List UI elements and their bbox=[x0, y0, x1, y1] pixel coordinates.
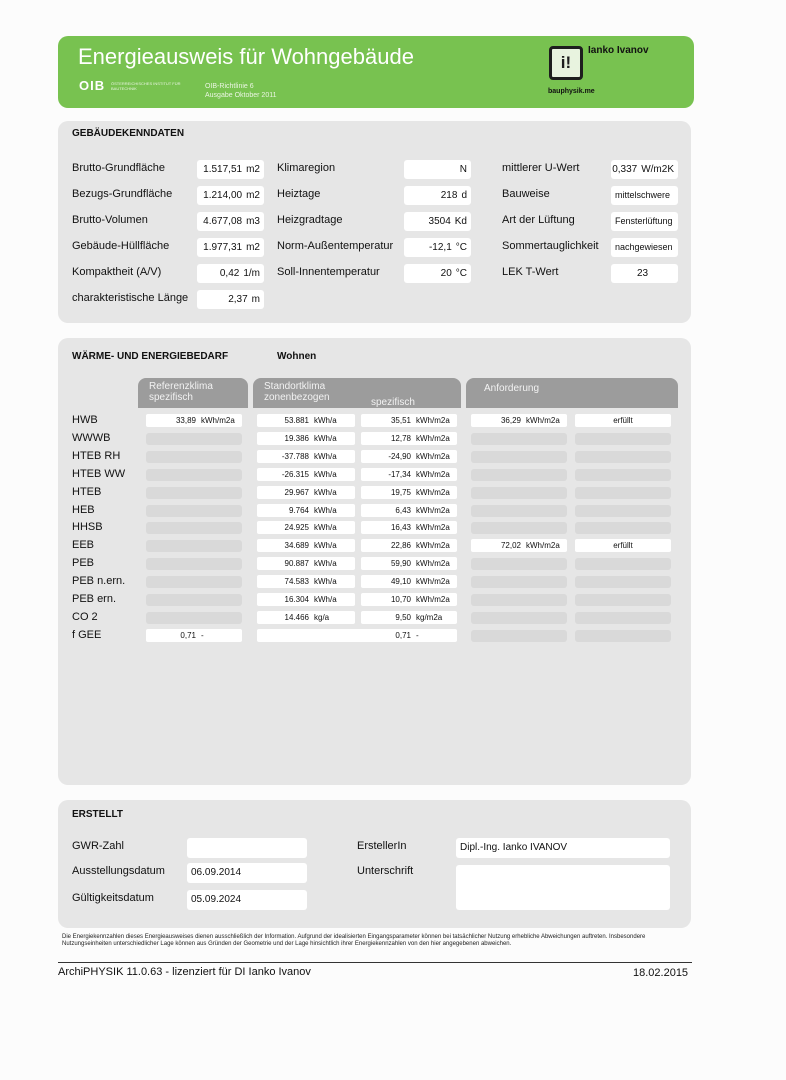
zone-cell-5-value: 9.764 bbox=[288, 506, 309, 515]
status-empty-5 bbox=[575, 505, 671, 517]
status-empty-3 bbox=[575, 469, 671, 481]
status-cell-7: erfüllt bbox=[575, 539, 671, 552]
gebaeude-col3-4-value: 23 bbox=[636, 268, 649, 279]
spez-cell-9 bbox=[361, 575, 457, 588]
brand-name: Ianko Ivanov bbox=[588, 45, 649, 56]
ref-cell-12-unit: - bbox=[201, 631, 204, 640]
row-label-1: WWWB bbox=[72, 432, 111, 444]
gebaeude-col1-5-unit: m bbox=[251, 294, 260, 305]
anf-empty-4 bbox=[471, 487, 567, 499]
disclaimer: Die Energiekennzahlen dieses Energieausweises dienen ausschließlich der Information. Aufgrund der idealisierten Eingangsparameter können bei tatsächlicher Nutzung erhebliche Abweichungen auftreten. Insbesondere Nutzungseinheiten unterschiedlicher Lage können aus Gründen der Geometrie und der Lage hinsichtlich ihrer Energiekennzahlen von den hier angegebenen abweichen. bbox=[62, 934, 646, 947]
row-label-10: PEB ern. bbox=[72, 593, 117, 605]
zone-cell-5-unit: kWh/a bbox=[314, 506, 337, 515]
label-1: Bezugs-Grundfläche bbox=[72, 188, 173, 200]
gebaeude-col3-4 bbox=[611, 264, 678, 283]
label-5: charakteristische Länge bbox=[72, 292, 189, 304]
spez-cell-8 bbox=[361, 557, 457, 570]
spez-cell-6-value: 16,43 bbox=[390, 523, 411, 532]
gebaeude-col2-4-value: 20 bbox=[440, 268, 452, 279]
gebaeude-col2-1-value: 218 bbox=[440, 190, 458, 201]
zone-cell-8 bbox=[257, 557, 355, 570]
gebaeude-col1-2-unit: m3 bbox=[246, 216, 260, 227]
zone-cell-2-value: -37.788 bbox=[281, 452, 309, 461]
unterschrift-field bbox=[456, 865, 670, 910]
row-label-4: HTEB bbox=[72, 486, 102, 498]
ref-empty-1 bbox=[146, 433, 242, 445]
ref-empty-9 bbox=[146, 576, 242, 588]
ref-empty-7 bbox=[146, 540, 242, 552]
row-label-3: HTEB WW bbox=[72, 468, 126, 480]
status-empty-2 bbox=[575, 451, 671, 463]
spez-cell-2-value: -24,90 bbox=[388, 452, 411, 461]
status-empty-8 bbox=[575, 558, 671, 570]
status-empty-12 bbox=[575, 630, 671, 642]
gebaeude-col2-3 bbox=[404, 238, 471, 257]
fgee-standort-value: 0,71 bbox=[395, 631, 411, 640]
zone-cell-2-unit: kWh/a bbox=[314, 452, 337, 461]
gebaeude-col3-0 bbox=[611, 160, 678, 179]
label-c3-2: Art der Lüftung bbox=[502, 214, 575, 226]
gebaeude-col1-4-unit: 1/m bbox=[243, 268, 260, 279]
anf-cell-0 bbox=[471, 414, 567, 427]
erstellt-label-0: GWR-Zahl bbox=[72, 840, 124, 852]
gebaeude-col3-2 bbox=[611, 212, 678, 231]
spez-cell-4-value: 19,75 bbox=[390, 488, 411, 497]
guideline-info bbox=[205, 82, 276, 100]
gebaeude-col1-4 bbox=[197, 264, 264, 283]
label-4: Kompaktheit (A/V) bbox=[72, 266, 162, 278]
zone-cell-0-unit: kWh/a bbox=[314, 416, 337, 425]
status-empty-10 bbox=[575, 594, 671, 606]
erstellt-title: ERSTELLT bbox=[72, 809, 123, 820]
ref-empty-3 bbox=[146, 469, 242, 481]
label-2: Brutto-Volumen bbox=[72, 214, 148, 226]
spez-cell-1-value: 12,78 bbox=[390, 434, 411, 443]
erstellerin-value: Dipl.-Ing. Ianko IVANOV bbox=[456, 838, 670, 858]
gebaeude-col3-2-value: Fensterlüftung bbox=[615, 216, 673, 226]
label-0: Brutto-Grundfläche bbox=[72, 162, 165, 174]
spez-cell-2-unit: kWh/m2a bbox=[416, 452, 450, 461]
spez-cell-8-value: 59,90 bbox=[390, 559, 411, 568]
gebaeude-col2-4 bbox=[404, 264, 471, 283]
spez-cell-4 bbox=[361, 486, 457, 499]
gebaeude-col1-0 bbox=[197, 160, 264, 179]
zone-cell-0 bbox=[257, 414, 355, 427]
spez-cell-9-unit: kWh/m2a bbox=[416, 577, 450, 586]
zone-cell-7-unit: kWh/a bbox=[314, 541, 337, 550]
label-c2-3: Norm-Außentemperatur bbox=[277, 240, 394, 252]
zone-cell-4-value: 29.967 bbox=[284, 488, 309, 497]
ref-empty-8 bbox=[146, 558, 242, 570]
zone-cell-8-unit: kWh/a bbox=[314, 559, 337, 568]
anf-empty-10 bbox=[471, 594, 567, 606]
zone-cell-1-unit: kWh/a bbox=[314, 434, 337, 443]
gebaeude-col1-3 bbox=[197, 238, 264, 257]
zone-cell-11-value: 14.466 bbox=[284, 613, 309, 622]
gebaeude-col2-3-unit: °C bbox=[455, 242, 467, 253]
ref-cell-12 bbox=[146, 629, 242, 642]
ref-cell-12-value: 0,71 bbox=[180, 631, 196, 640]
zone-cell-7-value: 34.689 bbox=[284, 541, 309, 550]
gebaeude-col2-1 bbox=[404, 186, 471, 205]
label-c3-4: LEK T-Wert bbox=[502, 266, 559, 278]
zone-cell-6-unit: kWh/a bbox=[314, 523, 337, 532]
zone-cell-4 bbox=[257, 486, 355, 499]
gebaeude-col2-0 bbox=[404, 160, 471, 179]
ref-empty-11 bbox=[146, 612, 242, 624]
zone-cell-1 bbox=[257, 432, 355, 445]
gebaeude-col1-5-value: 2,37 bbox=[228, 294, 248, 305]
label-c3-0: mittlerer U-Wert bbox=[502, 162, 580, 174]
zone-cell-9-unit: kWh/a bbox=[314, 577, 337, 586]
fgee-standort-cell bbox=[257, 629, 457, 642]
label-c2-4: Soll-Innentemperatur bbox=[277, 266, 380, 278]
spezifisch-header: spezifisch bbox=[371, 397, 415, 408]
anf-cell-7-value: 72,02 bbox=[500, 541, 521, 550]
gebaeude-col1-0-value: 1.517,51 bbox=[203, 164, 243, 175]
spez-cell-6 bbox=[361, 521, 457, 534]
zone-cell-10 bbox=[257, 593, 355, 606]
spez-cell-11-value: 9,50 bbox=[395, 613, 411, 622]
zone-cell-10-value: 16.304 bbox=[284, 595, 309, 604]
gebaeude-col1-5 bbox=[197, 290, 264, 309]
label-c2-1: Heiztage bbox=[277, 188, 321, 200]
row-label-2: HTEB RH bbox=[72, 450, 121, 462]
zone-cell-11 bbox=[257, 611, 355, 624]
ref-empty-5 bbox=[146, 505, 242, 517]
status-empty-9 bbox=[575, 576, 671, 588]
zone-cell-4-unit: kWh/a bbox=[314, 488, 337, 497]
zone-cell-9-value: 74.583 bbox=[284, 577, 309, 586]
spez-cell-2 bbox=[361, 450, 457, 463]
edition: Ausgabe Oktober 2011 bbox=[205, 92, 277, 99]
gebaeude-col3-0-unit: W/m2K bbox=[641, 164, 674, 175]
anf-empty-3 bbox=[471, 469, 567, 481]
ref-empty-4 bbox=[146, 487, 242, 499]
erstellt-value-1: 06.09.2014 bbox=[187, 863, 307, 883]
anf-cell-0-unit: kWh/m2a bbox=[526, 416, 560, 425]
gebaeude-col1-3-value: 1.977,31 bbox=[203, 242, 243, 253]
anf-cell-7 bbox=[471, 539, 567, 552]
ref-cell-0-value: 33,89 bbox=[175, 416, 196, 425]
erstellt-label-2: Gültigkeitsdatum bbox=[72, 892, 154, 904]
standort-header-line1: Standortklima bbox=[264, 381, 326, 392]
label-c3-1: Bauweise bbox=[502, 188, 550, 200]
spez-cell-0 bbox=[361, 414, 457, 427]
gebaeude-col1-4-value: 0,42 bbox=[219, 268, 240, 279]
anf-empty-11 bbox=[471, 612, 567, 624]
fgee-standort-unit: - bbox=[416, 631, 419, 640]
spez-cell-0-value: 35,51 bbox=[390, 416, 411, 425]
anf-cell-0-value: 36,29 bbox=[500, 416, 521, 425]
anf-empty-8 bbox=[471, 558, 567, 570]
erstellt-value-0 bbox=[187, 838, 307, 858]
gebaeude-col3-3-value: nachgewiesen bbox=[615, 242, 673, 252]
zone-cell-5 bbox=[257, 504, 355, 517]
ref-header-line1: Referenzklima bbox=[149, 381, 213, 392]
ref-empty-10 bbox=[146, 594, 242, 606]
gebaeude-col3-0-value: 0,337 bbox=[612, 164, 638, 175]
zone-cell-0-value: 53.881 bbox=[284, 416, 309, 425]
waerme-title: WÄRME- UND ENERGIEBEDARF bbox=[72, 351, 229, 362]
gebaeude-col2-2-value: 3504 bbox=[428, 216, 451, 227]
anf-empty-6 bbox=[471, 522, 567, 534]
spez-cell-10-value: 10,70 bbox=[390, 595, 411, 604]
gebaeude-col1-0-unit: m2 bbox=[246, 164, 260, 175]
ref-empty-6 bbox=[146, 522, 242, 534]
gebaeude-col1-1-unit: m2 bbox=[246, 190, 260, 201]
anf-empty-12 bbox=[471, 630, 567, 642]
spez-cell-11 bbox=[361, 611, 457, 624]
zone-cell-3-unit: kWh/a bbox=[314, 470, 337, 479]
gebaeude-col2-2 bbox=[404, 212, 471, 231]
gebaeude-col1-2 bbox=[197, 212, 264, 231]
guideline: OIB-Richtlinie 6 bbox=[205, 83, 254, 90]
erstellerin-label: ErstellerIn bbox=[357, 840, 407, 852]
status-empty-4 bbox=[575, 487, 671, 499]
anf-empty-1 bbox=[471, 433, 567, 445]
anf-empty-5 bbox=[471, 505, 567, 517]
status-cell-0: erfüllt bbox=[575, 414, 671, 427]
gebaeude-col2-3-value: -12,1 bbox=[428, 242, 452, 253]
gebaeude-col2-1-unit: d bbox=[461, 190, 467, 201]
spez-cell-4-unit: kWh/m2a bbox=[416, 488, 450, 497]
erstellt-value-2: 05.09.2024 bbox=[187, 890, 307, 910]
zone-cell-3 bbox=[257, 468, 355, 481]
zone-cell-1-value: 19.386 bbox=[284, 434, 309, 443]
spez-cell-5-value: 6,43 bbox=[395, 506, 411, 515]
gebaeude-col2-2-unit: Kd bbox=[454, 216, 467, 227]
usage-label: Wohnen bbox=[277, 351, 317, 362]
zone-cell-6-value: 24.925 bbox=[284, 523, 309, 532]
label-c2-2: Heizgradtage bbox=[277, 214, 343, 226]
spez-cell-1 bbox=[361, 432, 457, 445]
status-empty-6 bbox=[575, 522, 671, 534]
oib-subtitle: ÖSTERREICHISCHES INSTITUT FÜR BAUTECHNIK bbox=[111, 81, 181, 91]
erstellt-label-1: Ausstellungsdatum bbox=[72, 865, 165, 877]
gebaeude-col2-4-unit: °C bbox=[455, 268, 467, 279]
spez-cell-7-unit: kWh/m2a bbox=[416, 541, 450, 550]
spez-cell-6-unit: kWh/m2a bbox=[416, 523, 450, 532]
label-c3-3: Sommertauglichkeit bbox=[502, 240, 599, 252]
spez-cell-5 bbox=[361, 504, 457, 517]
zone-cell-3-value: -26.315 bbox=[281, 470, 309, 479]
row-label-8: PEB bbox=[72, 557, 95, 569]
print-date: 18.02.2015 bbox=[633, 967, 689, 979]
spez-cell-10-unit: kWh/m2a bbox=[416, 595, 450, 604]
footer-divider bbox=[58, 962, 692, 963]
gebaeude-col2-0-value: N bbox=[459, 164, 467, 175]
gebaeude-col3-1 bbox=[611, 186, 678, 205]
gebaeudekenndaten-title: GEBÄUDEKENNDATEN bbox=[72, 128, 185, 139]
gebaeude-col1-3-unit: m2 bbox=[246, 242, 260, 253]
brand-url: bauphysik.me bbox=[548, 88, 595, 95]
ref-header-text bbox=[149, 381, 213, 403]
spez-cell-11-unit: kg/m2a bbox=[416, 613, 443, 622]
zone-cell-11-unit: kg/a bbox=[314, 613, 330, 622]
row-label-7: EEB bbox=[72, 539, 95, 551]
row-label-12: f GEE bbox=[72, 629, 102, 641]
standort-header-text bbox=[264, 381, 330, 403]
row-label-11: CO 2 bbox=[72, 611, 98, 623]
spez-cell-8-unit: kWh/m2a bbox=[416, 559, 450, 568]
spez-cell-7-value: 22,86 bbox=[390, 541, 411, 550]
label-3: Gebäude-Hüllfläche bbox=[72, 240, 170, 252]
anf-empty-9 bbox=[471, 576, 567, 588]
spez-cell-0-unit: kWh/m2a bbox=[416, 416, 450, 425]
zone-cell-8-value: 90.887 bbox=[284, 559, 309, 568]
zone-cell-7 bbox=[257, 539, 355, 552]
row-label-5: HEB bbox=[72, 504, 95, 516]
ref-header-line2: spezifisch bbox=[149, 392, 193, 403]
status-empty-1 bbox=[575, 433, 671, 445]
anf-empty-2 bbox=[471, 451, 567, 463]
spez-cell-3 bbox=[361, 468, 457, 481]
zone-cell-10-unit: kWh/a bbox=[314, 595, 337, 604]
zone-cell-9 bbox=[257, 575, 355, 588]
bauphysik-logo-icon: i! bbox=[549, 46, 583, 80]
spez-cell-10 bbox=[361, 593, 457, 606]
gebaeude-col1-1-value: 1.214,00 bbox=[203, 190, 243, 201]
gebaeude-col1-1 bbox=[197, 186, 264, 205]
label-c2-0: Klimaregion bbox=[277, 162, 336, 174]
status-empty-11 bbox=[575, 612, 671, 624]
standort-header-line2: zonenbezogen bbox=[264, 392, 330, 403]
zone-cell-6 bbox=[257, 521, 355, 534]
ref-cell-0-unit: kWh/m2a bbox=[201, 416, 235, 425]
spez-cell-9-value: 49,10 bbox=[390, 577, 411, 586]
row-label-0: HWB bbox=[72, 414, 98, 426]
gebaeude-col3-3 bbox=[611, 238, 678, 257]
row-label-9: PEB n.ern. bbox=[72, 575, 126, 587]
gebaeude-col1-2-value: 4.677,08 bbox=[203, 216, 243, 227]
gebaeude-col3-1-value: mittelschwere bbox=[615, 190, 671, 200]
ref-cell-0 bbox=[146, 414, 242, 427]
anforderung-header: Anforderung bbox=[484, 383, 540, 394]
spez-cell-3-unit: kWh/m2a bbox=[416, 470, 450, 479]
row-label-6: HHSB bbox=[72, 521, 103, 533]
spez-cell-7 bbox=[361, 539, 457, 552]
oib-logo: OIB bbox=[79, 78, 106, 93]
unterschrift-label: Unterschrift bbox=[357, 865, 414, 877]
spez-cell-5-unit: kWh/m2a bbox=[416, 506, 450, 515]
spez-cell-1-unit: kWh/m2a bbox=[416, 434, 450, 443]
anf-cell-7-unit: kWh/m2a bbox=[526, 541, 560, 550]
ref-empty-2 bbox=[146, 451, 242, 463]
page-title: Energieausweis für Wohngebäude bbox=[78, 44, 414, 69]
software-license: ArchiPHYSIK 11.0.63 - lizenziert für DI Ianko Ivanov bbox=[58, 966, 311, 978]
spez-cell-3-value: -17,34 bbox=[388, 470, 411, 479]
zone-cell-2 bbox=[257, 450, 355, 463]
